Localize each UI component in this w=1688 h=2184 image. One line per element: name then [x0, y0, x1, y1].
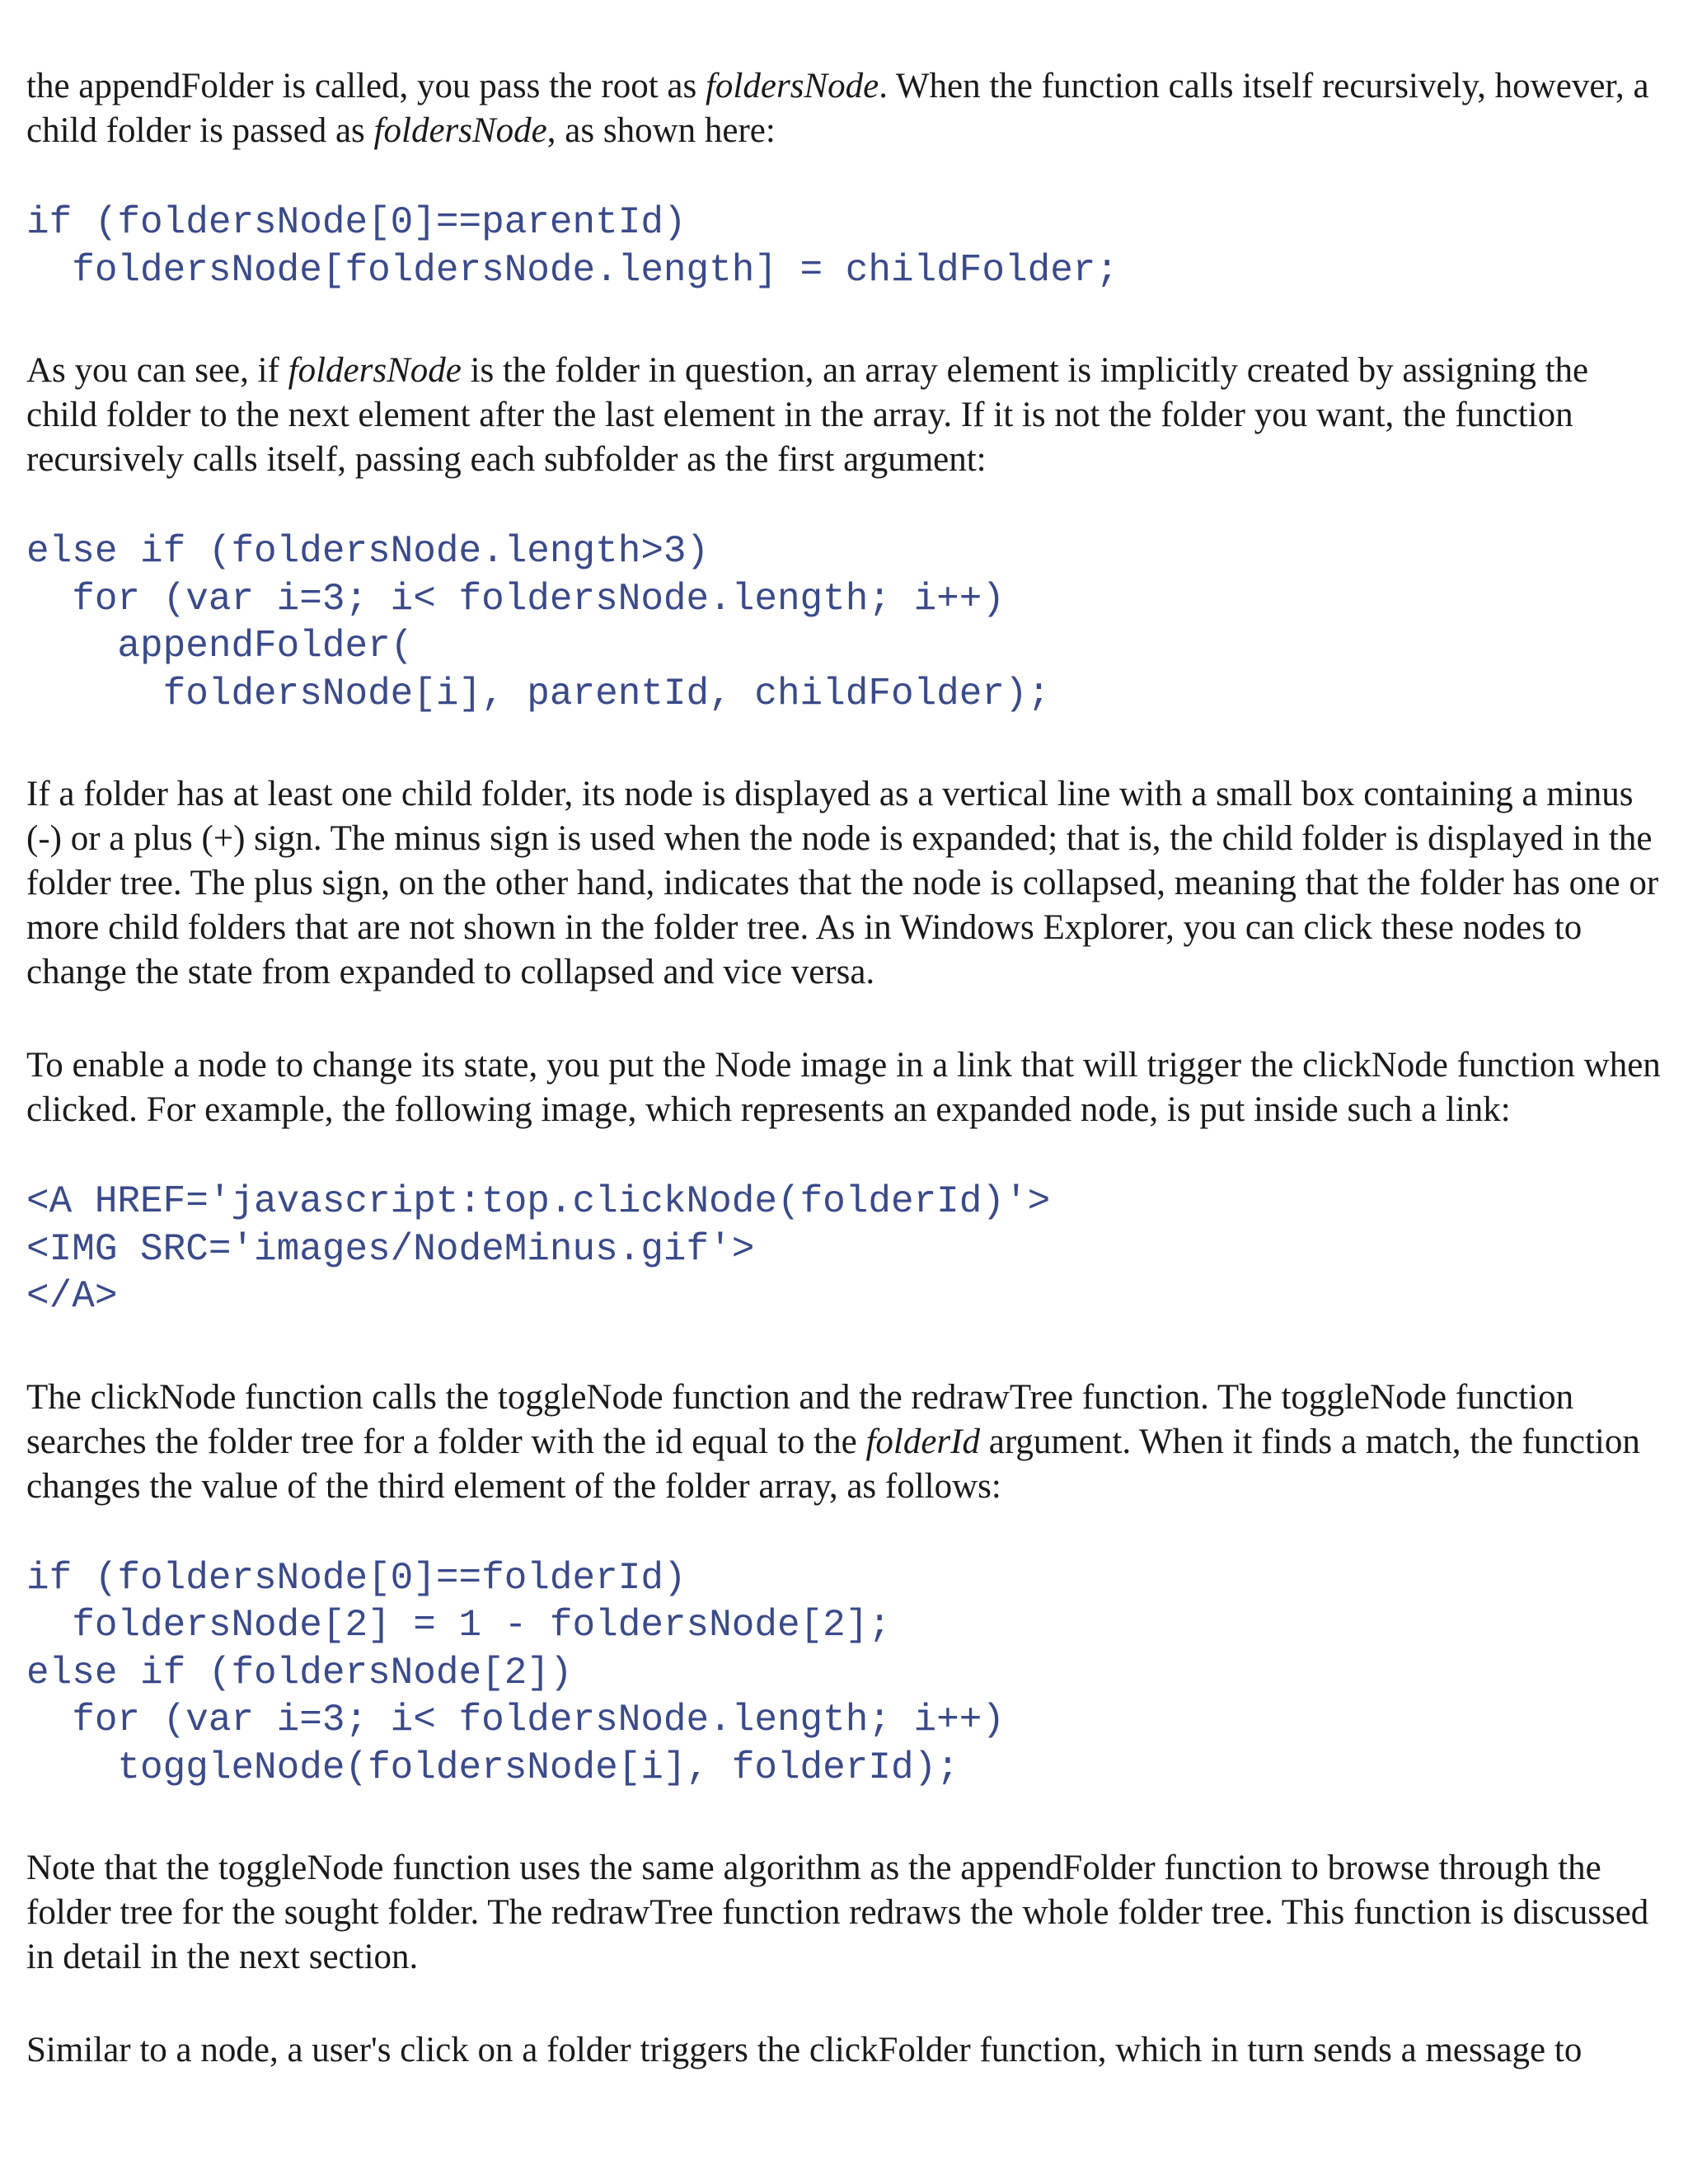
code-line: for (var i=3; i< foldersNode.length; i++) [26, 577, 1005, 621]
code-block-parent-check [26, 199, 1667, 294]
paragraph-node-display: If a folder has at least one child folder, its node is displayed as a vertical line with a small box containing a minus (-) or a plus (+) sign. The minus sign is used when the node is expanded; that is, the child folder is displayed in the folder tree. The plus sign, on the other hand, indicates that the node is collapsed, meaning that the folder has one or more child folders that are not shown in the folder tree. As in Windows Explorer, you can click these nodes to change the state from expanded to collapsed and vice versa. [26, 775, 1659, 991]
code-line: foldersNode[2] = 1 - foldersNode[2]; [26, 1604, 891, 1647]
paragraph-append-folder-intro: the appendFolder is called, you pass the root as foldersNode. When the function calls itself recursively, however, a child folder is passed as foldersNode, as shown here: [26, 67, 1649, 150]
code-line: if (foldersNode[0]==folderId) [26, 1556, 687, 1600]
paragraph-array-element: As you can see, if foldersNode is the folder in question, an array element is implicitly created by assigning the child folder to the next element after the last element in the array. If it is not the folder you want, the function recursively calls itself, passing each subfolder as the first argument: [26, 351, 1589, 479]
code-line: appendFolder( [26, 625, 414, 668]
paragraph-click-folder: Similar to a node, a user's click on a folder triggers the clickFolder function, which in turn sends a message to [26, 2031, 1582, 2069]
paragraph-click-node: The clickNode function calls the toggleNode function and the redrawTree function. The toggleNode function searches the folder tree for a folder with the id equal to the folderId argument. When it finds a match, the function changes the value of the third element of the folder array, as follows: [26, 1377, 1640, 1506]
code-line: </A> [26, 1275, 118, 1318]
document-page [26, 64, 1667, 2073]
code-block-toggle-node [26, 1555, 1667, 1793]
code-line: else if (foldersNode.length>3) [26, 530, 710, 573]
code-line: <A HREF='javascript:top.clickNode(folderId)'> [26, 1180, 1051, 1223]
paragraph-node-link: To enable a node to change its state, you put the Node image in a link that will trigger the clickNode function when clicked. For example, the following image, which represents an expanded node, is put inside such a link: [26, 1046, 1661, 1129]
code-line: foldersNode[i], parentId, childFolder); [26, 672, 1051, 715]
code-line: else if (foldersNode[2]) [26, 1651, 573, 1694]
code-line: toggleNode(foldersNode[i], folderId); [26, 1746, 959, 1789]
code-line: <IMG SRC='images/NodeMinus.gif'> [26, 1227, 755, 1271]
code-block-node-link [26, 1179, 1667, 1321]
code-line: for (var i=3; i< foldersNode.length; i++) [26, 1699, 1005, 1741]
code-block-recursive-append [26, 528, 1667, 718]
paragraph-toggle-note: Note that the toggleNode function uses the same algorithm as the appendFolder function to browse through the folder tree for the sought folder. The redrawTree function redraws the whole folder tree. This function is discussed in detail in the next section. [26, 1849, 1649, 1976]
code-line: foldersNode[foldersNode.length] = childFolder; [26, 248, 1119, 292]
code-line: if (foldersNode[0]==parentId) [26, 201, 687, 244]
